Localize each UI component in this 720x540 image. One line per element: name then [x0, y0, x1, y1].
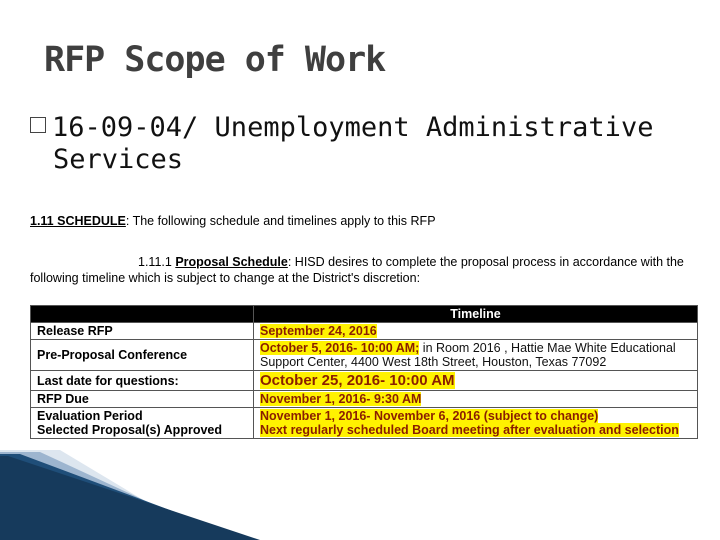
- corner-decoration: [0, 450, 400, 540]
- decor-shape-edge: [0, 456, 260, 540]
- date-cell: [254, 323, 698, 340]
- schedule-text: : The following schedule and timelines apply to this RFP: [125, 214, 436, 228]
- table-header-blank: [31, 306, 254, 323]
- proposal-prefix: 1.11.1: [138, 255, 176, 269]
- event-line: Evaluation Period: [37, 409, 143, 423]
- schedule-heading: [30, 214, 436, 228]
- proposal-schedule-paragraph: [30, 254, 692, 286]
- date-cell: [254, 340, 698, 371]
- table-row: [31, 408, 698, 439]
- date-highlight: October 5, 2016- 10:00 AM;: [260, 341, 420, 355]
- checkbox-bullet-icon: [30, 117, 46, 133]
- date-cell: [254, 371, 698, 391]
- date-highlight: September 24, 2016: [260, 324, 377, 338]
- date-highlight: November 1, 2016- November 6, 2016 (subject to change): [260, 409, 599, 423]
- event-line: Selected Proposal(s) Approved: [37, 423, 222, 437]
- event-cell: Pre-Proposal Conference: [31, 340, 254, 371]
- bullet-item: [30, 112, 690, 176]
- proposal-label: Proposal Schedule: [175, 255, 288, 269]
- event-cell: Last date for questions:: [31, 371, 254, 391]
- date-cell: [254, 391, 698, 408]
- table-row: [31, 323, 698, 340]
- table-row: [31, 371, 698, 391]
- date-cell: [254, 408, 698, 439]
- bullet-text-line2: Services: [53, 144, 184, 175]
- table-header-row: [31, 306, 698, 323]
- location-text: in Room 2016 , Hattie Mae White Educational Support Center, 4400 West 18th Street, Houston, Texas 77092: [260, 341, 676, 369]
- date-highlight: November 1, 2016- 9:30 AM: [260, 392, 422, 406]
- table-row: [31, 340, 698, 371]
- date-highlight: Next regularly scheduled Board meeting after evaluation and selection: [260, 423, 679, 437]
- table-header-timeline: Timeline: [254, 306, 698, 323]
- event-cell: Release RFP: [31, 323, 254, 340]
- slide-title: RFP Scope of Work: [44, 40, 386, 80]
- event-cell: [31, 408, 254, 439]
- date-highlight: October 25, 2016- 10:00 AM: [260, 372, 455, 389]
- event-cell: RFP Due: [31, 391, 254, 408]
- bullet-text-line1: 16-09-04/ Unemployment Administrative: [52, 112, 654, 143]
- schedule-label: 1.11 SCHEDULE: [30, 214, 126, 228]
- table-row: [31, 391, 698, 408]
- proposal-text: : HISD desires to complete the proposal process in accordance with the following timeline which is subject to change at the District's discretion:: [30, 255, 684, 285]
- timeline-table: [30, 305, 698, 439]
